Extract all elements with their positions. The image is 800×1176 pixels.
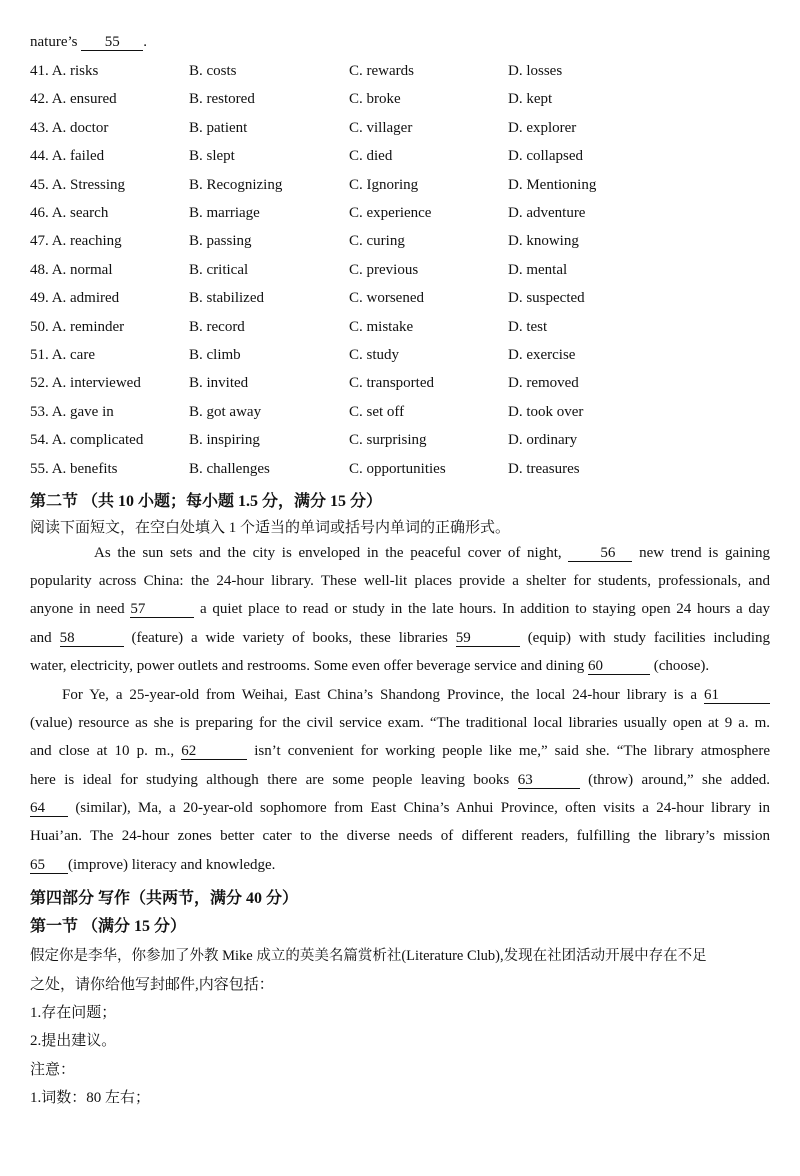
continuation-line: nature’s 55 . [30, 34, 147, 50]
option-c: C. experience [349, 205, 432, 221]
question-number: 49. [30, 290, 49, 307]
option-a [30, 205, 108, 222]
option-a [30, 319, 124, 336]
option-a [30, 177, 125, 194]
option-d: D. kept [508, 91, 553, 108]
option-d: D. suspected [508, 290, 585, 307]
option-c: C. transported [349, 375, 434, 392]
subsection-heading: 第一节 （满分 15 分） [30, 918, 187, 935]
passage-line: anyone in need 57 a quiet place to read or study in the late hours. In addition to staying open 24 hours a day [30, 601, 770, 617]
option-a [30, 233, 122, 250]
passage-line: Huai’an. The 24-hour zones better cater to the diverse needs of different readers, fulfilling the library’s mission [30, 828, 770, 844]
question-number: 52. [30, 375, 49, 392]
option-c: C. died [349, 148, 393, 165]
option-c: C. surprising [349, 432, 427, 449]
option-a-text: A. reminder [51, 318, 125, 335]
option-a [30, 290, 119, 307]
option-b: B. climb [189, 347, 241, 363]
passage-line: and close at 10 p. m., 62 isn’t convenient for working people like me,” said she. “The library atmosphere [30, 743, 770, 759]
option-d: D. test [508, 318, 548, 335]
option-a [30, 404, 114, 421]
option-a [30, 91, 117, 108]
option-b: B. passing [189, 233, 252, 250]
option-d: D. took over [508, 403, 584, 420]
option-d: D. removed [508, 375, 579, 392]
option-a-text: A. ensured [51, 91, 117, 108]
question-number: 41. [30, 63, 49, 79]
option-b: B. restored [189, 91, 255, 108]
question-number: 47. [30, 233, 49, 250]
passage-line: here is ideal for studying although there are some people leaving books 63 (throw) around,” she added. [30, 772, 771, 788]
option-b: B. marriage [189, 205, 260, 221]
question-number: 53. [30, 403, 49, 420]
option-d: D. ordinary [508, 432, 578, 449]
option-a-text: A. normal [51, 261, 113, 278]
option-d: D. mental [508, 261, 568, 278]
blank-63: 63 [518, 773, 580, 789]
option-b: B. record [189, 318, 245, 335]
option-a-text: A. risks [51, 63, 99, 79]
question-number: 46. [30, 205, 49, 221]
option-b: B. invited [189, 375, 249, 392]
passage-line: 65 (improve) literacy and knowledge. [30, 857, 276, 873]
passage-line: (value) resource as she is preparing for the civil service exam. “The traditional local libraries usually open at 9 a. m. [30, 715, 770, 731]
option-d: D. knowing [508, 233, 579, 250]
question-number: 42. [30, 91, 49, 108]
question-number: 51. [30, 347, 49, 363]
text-fragment: nature’s [30, 34, 78, 50]
question-number: 50. [30, 318, 49, 335]
option-a-text: A. reaching [51, 233, 122, 250]
blank-57: 57 [130, 602, 194, 618]
option-b: B. costs [189, 63, 237, 79]
option-c: C. Ignoring [349, 176, 419, 193]
option-a-text: A. gave in [51, 403, 114, 420]
blank-55: 55 [81, 35, 143, 51]
blank-60: 60 [588, 659, 650, 675]
question-number: 44. [30, 148, 49, 165]
task-text: 假定你是李华，你参加了外教 Mike 成立的英美名篇赏析社(Literature Club),发现在社团活动开展中存在不足 [30, 948, 707, 964]
option-a [30, 432, 143, 449]
question-number: 43. [30, 119, 49, 136]
task-text: 之处，请你给他写封邮件,内容包括： [30, 977, 274, 993]
option-c: C. opportunities [349, 460, 446, 477]
task-item: 1.存在问题； [30, 1005, 117, 1021]
option-a-text: A. benefits [51, 460, 118, 477]
option-c: C. villager [349, 119, 413, 136]
option-b: B. got away [189, 403, 262, 420]
option-c: C. study [349, 347, 400, 363]
option-a-text: A. care [51, 347, 95, 363]
option-d: D. explorer [508, 119, 577, 136]
option-a-text: A. complicated [51, 432, 144, 449]
option-b: B. challenges [189, 460, 270, 477]
passage-line: water, electricity, power outlets and restrooms. Some even offer beverage service and dining 60 (choose). [30, 658, 710, 674]
option-a-text: A. admired [51, 290, 120, 307]
option-a-text: A. doctor [51, 119, 109, 136]
option-b: B. patient [189, 119, 248, 136]
note-label: 注意： [30, 1062, 76, 1078]
option-b: B. inspiring [189, 432, 260, 449]
blank-58: 58 [60, 631, 124, 647]
option-c: C. worsened [349, 290, 424, 307]
blank-64: 64 [30, 801, 68, 817]
option-d: D. collapsed [508, 148, 583, 165]
option-a [30, 347, 95, 364]
question-number: 48. [30, 261, 49, 278]
option-a [30, 375, 141, 392]
question-number: 55. [30, 460, 49, 477]
option-c: C. mistake [349, 318, 414, 335]
option-a-text: A. interviewed [51, 375, 141, 392]
option-d: D. losses [508, 63, 563, 79]
option-b: B. stabilized [189, 290, 264, 307]
section-heading: 第二节 （共 10 小题；每小题 1.5 分，满分 15 分） [30, 493, 383, 510]
option-c: C. broke [349, 91, 401, 108]
option-a-text: A. Stressing [51, 176, 126, 193]
option-c: C. previous [349, 261, 419, 278]
blank-59: 59 [456, 631, 520, 647]
passage-line: 64 (similar), Ma, a 20-year-old sophomore from East China’s Anhui Province, often visits a 24-hour library in [30, 800, 770, 816]
question-number: 45. [30, 176, 49, 193]
option-c: C. curing [349, 233, 405, 250]
blank-65: 65 [30, 858, 68, 874]
option-b: B. critical [189, 261, 249, 278]
option-c: C. rewards [349, 63, 414, 79]
option-d: D. exercise [508, 347, 576, 363]
blank-61: 61 [704, 688, 770, 704]
passage-line: For Ye, a 25-year-old from Weihai, East China’s Shandong Province, the local 24-hour library is a 61 [62, 687, 770, 704]
option-b: B. Recognizing [189, 176, 283, 193]
option-b: B. slept [189, 148, 235, 165]
option-a-text: A. search [51, 205, 109, 221]
option-a [30, 63, 98, 80]
part-heading: 第四部分 写作（共两节，满分 40 分） [30, 890, 299, 907]
option-a [30, 148, 104, 165]
section-instruction: 阅读下面短文，在空白处填入 1 个适当的单词或括号内单词的正确形式。 [30, 520, 511, 536]
option-d: D. adventure [508, 205, 586, 221]
passage-line: popularity across China: the 24-hour library. These well-lit places provide a shelter for students, professionals, and [30, 573, 770, 589]
option-a [30, 461, 118, 478]
blank-56: 56 [568, 546, 632, 562]
passage-line: As the sun sets and the city is enveloped in the peaceful cover of night, 56 new trend is gaining [94, 545, 771, 561]
option-c: C. set off [349, 403, 405, 420]
passage-line: and 58 (feature) a wide variety of books, these libraries 59 (equip) with study facilities including [30, 630, 771, 646]
option-d: D. Mentioning [508, 176, 597, 193]
option-a [30, 120, 108, 137]
note-item: 1.词数：80 左右； [30, 1090, 151, 1106]
question-number: 54. [30, 432, 49, 449]
task-item: 2.提出建议。 [30, 1033, 117, 1049]
option-d: D. treasures [508, 460, 580, 477]
blank-62: 62 [181, 744, 247, 760]
option-a-text: A. failed [51, 148, 105, 165]
option-a [30, 262, 113, 279]
